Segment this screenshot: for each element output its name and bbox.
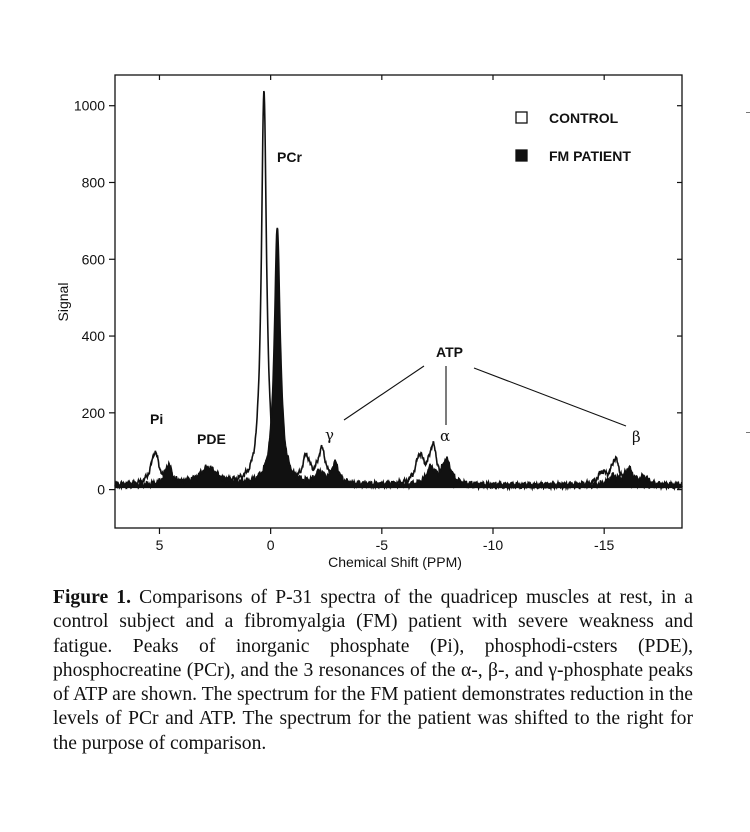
x-tick-label: 5 (155, 537, 164, 553)
peak-label-gamma: γ (325, 426, 334, 444)
legend-control-label: CONTROL (549, 110, 619, 126)
peak-label-beta: β (632, 428, 641, 446)
peak-label-atp: ATP (436, 344, 463, 360)
peak-label-alpha: α (440, 427, 451, 445)
y-tick-label: 200 (81, 404, 105, 421)
peak-label-pcr: PCr (277, 149, 302, 165)
page-edge-mark (746, 112, 750, 113)
y-tick-label: 600 (81, 251, 105, 268)
x-tick-label: 0 (266, 537, 275, 553)
fm-patient-spectrum-line (115, 228, 682, 489)
y-axis-label: Signal (55, 282, 71, 322)
peak-label-pi: Pi (150, 411, 164, 427)
fm-patient-spectrum-fill (115, 228, 682, 489)
legend-control-swatch (516, 112, 527, 123)
caption-label: Figure 1. (53, 587, 131, 608)
y-tick-label: 400 (81, 328, 105, 345)
caption-text: Comparisons of P-31 spectra of the quadricep muscles at rest, in a control subject and a fibromyalgia (FM) patient with severe weakness and fatigue. Peaks of inorganic phosphate (Pi), phosphodi-csters (PDE), phosphocreatine (PCr), and the 3 resonances of the α-, β-, and γ-phosphate peaks of ATP are shown. The spectrum for the FM patient demonstrates reduction in the levels of PCr and ATP. The spectrum for the patient was shifted to the right for the purpose of comparison. (53, 587, 693, 754)
atp-pointer-beta (474, 368, 626, 426)
y-tick-label: 0 (97, 481, 105, 498)
y-tick-label: 800 (81, 174, 105, 191)
x-tick-label: -10 (482, 537, 504, 553)
legend-patient-swatch (516, 150, 527, 161)
peak-label-pde: PDE (197, 431, 226, 447)
figure-caption (53, 586, 693, 756)
atp-pointer-gamma (344, 366, 424, 420)
page-edge-mark (746, 432, 750, 433)
x-tick-label: -5 (375, 537, 389, 553)
x-tick-label: -15 (594, 537, 615, 553)
plot-frame (115, 75, 682, 528)
y-tick-label: 1000 (73, 97, 105, 114)
legend (516, 110, 631, 164)
x-axis-label: Chemical Shift (PPM) (328, 554, 462, 570)
legend-patient-label: FM PATIENT (549, 148, 631, 164)
